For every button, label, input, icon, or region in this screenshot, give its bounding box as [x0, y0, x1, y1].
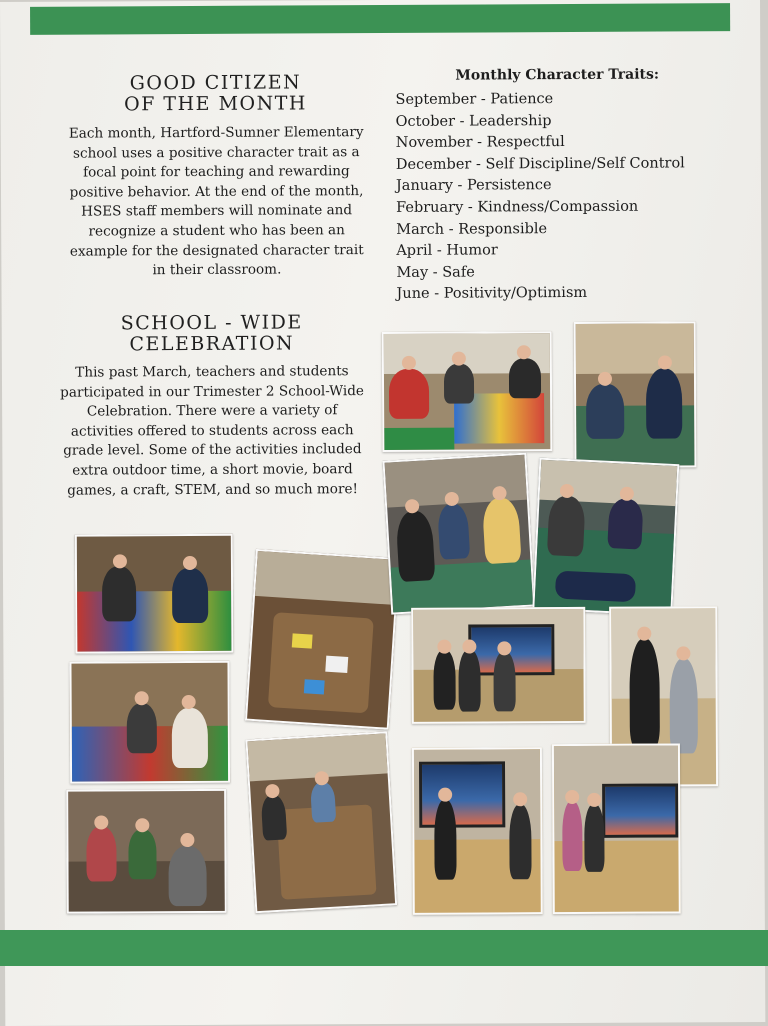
- photo-gym-screen-kids: [552, 743, 681, 914]
- photo-gym-screen-group: [411, 607, 586, 724]
- good-citizen-title-line1: GOOD CITIZEN: [129, 71, 302, 95]
- photo-kids-floor-play: [574, 321, 697, 468]
- photo-board-game-group: [382, 331, 553, 452]
- photo-craft-table: [245, 549, 400, 730]
- trait-item: October - Leadership: [395, 112, 552, 130]
- celebration-title-line1: SCHOOL - WIDE: [120, 311, 303, 335]
- top-green-band: [30, 3, 730, 35]
- good-citizen-title-line2: OF THE MONTH: [124, 92, 308, 116]
- trait-item: February - Kindness/Compassion: [396, 198, 639, 216]
- trait-item: June - Positivity/Optimism: [396, 285, 588, 303]
- trait-item: May - Safe: [396, 264, 475, 281]
- monthly-traits-list: [395, 88, 685, 305]
- photo-kids-puzzle-mat: [75, 534, 234, 654]
- good-citizen-title: [95, 72, 335, 115]
- photo-craft-room-kids: [245, 731, 397, 913]
- trait-item: March - Responsible: [396, 220, 548, 238]
- celebration-title-line2: CELEBRATION: [129, 332, 295, 356]
- trait-item: April - Humor: [396, 242, 498, 260]
- photo-gym-screen-dance: [412, 747, 543, 915]
- photo-stacking-game: [382, 453, 535, 615]
- trait-item: December - Self Discipline/Self Control: [395, 155, 685, 173]
- bottom-green-band: [0, 930, 768, 966]
- photo-kids-lying-floor: [532, 458, 679, 616]
- celebration-title: [87, 312, 337, 355]
- photo-kids-reading-corner: [66, 789, 227, 914]
- good-citizen-body: Each month, Hartford-Sumner Elementary school uses a positive character trait as a focal point for teaching and rewarding positive behavior. At the end of the month, HSES staff members will nominate and recognize a student who has been an example for the designated character trait in their classroom.: [68, 124, 364, 279]
- photo-kids-classroom-rug: [69, 661, 230, 784]
- celebration-body: This past March, teachers and students participated in our Trimester 2 School-Wide Celebration. There were a variety of activities offered to students across each grade level. Some of the activities included extra outdoor time, a short movie, board games, a craft, STEM, and so much more!: [60, 363, 364, 499]
- trait-item: September - Patience: [395, 91, 554, 108]
- trait-item: November - Respectful: [395, 134, 565, 152]
- monthly-traits-heading: Monthly Character Traits:: [455, 66, 660, 84]
- trait-item: January - Persistence: [395, 177, 552, 195]
